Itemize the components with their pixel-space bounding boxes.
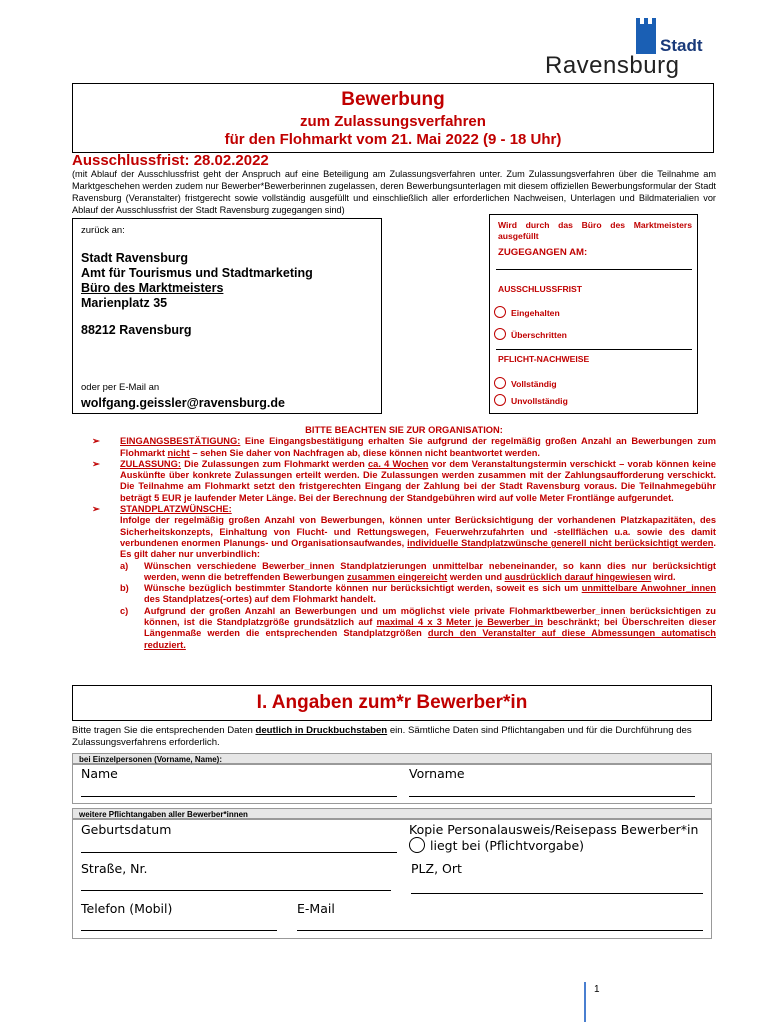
radio-icon <box>409 837 425 853</box>
plz-label: PLZ, Ort <box>411 861 462 876</box>
city-logo-icon <box>636 24 656 54</box>
deadline: Ausschlussfrist: 28.02.2022 <box>72 152 269 169</box>
note-text: ausdrücklich darauf hingewiesen <box>504 571 652 582</box>
individual-bar: bei Einzelpersonen (Vorname, Name): <box>72 753 712 764</box>
return-address-box <box>72 218 382 414</box>
exceeded-option[interactable] <box>494 328 567 341</box>
instr-text: deutlich in Druckbuchstaben <box>255 725 388 736</box>
birthdate-label: Geburtsdatum <box>81 822 172 837</box>
note-text: vor dem Veranstaltungstermin verschickt – vorab können keine Auskünfte über konkrete Zulassungen erteilt werden. Die Zulassungen werden zusammen mit der Zahlungsaufforderung verschickt. Die Teilnahme am Flohmarkt setzt den fristgerechten Eingang der Zahlung bei der Stadt Ravensburg voraus. Die Teilnahmegebühr beträgt 5 EUR je laufender Meter Länge. Bei der Berechnung der Standgebühren wird auf volle Meter Frontlänge aufgerundet. <box>120 458 716 503</box>
note-text: individuelle Standplatzwünsche generell nicht berücksichtigt werden <box>407 537 714 548</box>
note-text: Wünschen verschiedene Bewerber_innen Standplatzierungen unmittelbar nebeneinander, so kann dies nur berücksichtigt werden, wenn die betreffenden Bewerbungen <box>144 560 716 582</box>
id-copy-label: Kopie Personalausweis/Reisepass Bewerber*in <box>409 822 699 837</box>
intro-text: (mit Ablauf der Ausschlussfrist geht der Anspruch auf eine Beteiligung am Zulassungsverfahren unter. Zum Zulassungsverfahren über die Teilnahme am Marktgeschehen werden zudem nur Bewerber*Bewerberinnen zugelassen, deren Bewerbungsunterlagen mit diesem offiziellen Bewerbungsformular der Stadt Ravensburg (Veranstalter) fristgerecht sowie vollständig ausgefüllt und einschließlich aller erforderlichen Nachweisen, Unterlagen und Bildmaterialien vor Ablauf der Ausschlussfrist der Stadt Ravensburg zugegangen sind) <box>72 169 716 215</box>
logo-city: Ravensburg <box>545 52 680 79</box>
address-block <box>81 251 313 311</box>
received-label: ZUGEGANGEN AM: <box>498 247 588 258</box>
section-title: I. Angaben zum*r Bewerber*in <box>72 685 712 721</box>
note-text: Die Zulassungen zum Flohmarkt werden <box>180 458 369 469</box>
instr-text: Bitte tragen Sie die entsprechenden Daten <box>72 725 256 736</box>
kept-option[interactable] <box>494 306 560 319</box>
note-text: zusammen eingereicht <box>347 571 448 582</box>
plz-field[interactable] <box>411 893 703 894</box>
details-grid <box>72 819 712 939</box>
firstname-label: Vorname <box>409 766 465 781</box>
radio-icon <box>494 306 506 318</box>
sub-marker: b) <box>120 583 129 594</box>
note-heading: STANDPLATZWÜNSCHE: <box>120 504 232 515</box>
radio-icon <box>494 328 506 340</box>
street-label: Straße, Nr. <box>81 861 148 876</box>
arrow-bullet-icon: ➢ <box>92 458 100 469</box>
note-text: Infolge der regelmäßig großen Anzahl von Bewerbungen, können unter Berücksichtigung der vorhandenen Platzkapazitäten, des Sicherheitskonzepts, Einhaltung von Flucht- und Rettungswegen, Feuerwehrzufahrten und -stellflächen u.a. sowie des damit verbundenen enormen Planungs- und Organisationsaufwandes, <box>120 515 716 548</box>
page-divider <box>584 982 586 1022</box>
name-field[interactable] <box>81 796 397 797</box>
sub-item <box>120 606 716 651</box>
note-text: – sehen Sie daher von Nachfragen ab, diese können nicht beantwortet werden. <box>189 447 541 458</box>
id-attached-option[interactable] <box>409 837 584 853</box>
incomplete-label: Unvollständig <box>511 396 568 406</box>
note-text: werden und <box>447 571 505 582</box>
sub-item <box>120 583 716 606</box>
note-text: wird. <box>651 571 676 582</box>
email-label-field: E-Mail <box>297 901 335 916</box>
firstname-field[interactable] <box>409 796 695 797</box>
event-line: für den Flohmarkt vom 21. Mai 2022 (9 - 18 Uhr) <box>224 131 562 148</box>
kept-label: Eingehalten <box>511 308 560 318</box>
note-text: Aufgrund der großen Anzahl an Bewerbungen und um möglichst viele private Flohmarktbewerber_innen berücksichtigen zu können, ist die Standplatzgröße grundsätzlich auf <box>144 605 716 628</box>
official-use-box <box>489 214 698 414</box>
address-plz: 88212 Ravensburg <box>81 323 192 337</box>
sub-item <box>120 561 716 584</box>
radio-icon <box>494 377 506 389</box>
note-text: des Standplatzes(-ortes) auf dem Flohmarkt handelt. <box>144 594 376 605</box>
address-line: Marienplatz 35 <box>81 296 168 310</box>
note-heading: EINGANGSBESTÄTIGUNG: <box>120 436 241 447</box>
notes-section <box>92 425 716 651</box>
phone-label: Telefon (Mobil) <box>81 901 173 916</box>
form-subtitle: zum Zulassungsverfahren <box>300 113 486 130</box>
address-line: Büro des Marktmeisters <box>81 281 224 295</box>
arrow-bullet-icon: ➢ <box>92 436 100 447</box>
phone-field[interactable] <box>81 930 277 931</box>
notes-title: BITTE BEACHTEN SIE ZUR ORGANISATION: <box>305 425 503 435</box>
form-title: Bewerbung <box>341 89 445 110</box>
note-item <box>92 504 716 651</box>
deadline-label: AUSSCHLUSSFRIST <box>498 284 583 294</box>
official-note: Wird durch das Büro des Marktmeisters ausgefüllt <box>498 220 692 241</box>
id-attached-label: liegt bei (Pflichtvorgabe) <box>430 838 585 853</box>
email-link[interactable]: wolfgang.geissler@ravensburg.de <box>81 396 285 410</box>
email-label: oder per E-Mail an <box>81 382 160 393</box>
incomplete-option[interactable] <box>494 394 568 407</box>
sub-marker: a) <box>120 560 129 571</box>
complete-label: Vollständig <box>511 379 557 389</box>
street-field[interactable] <box>81 890 391 891</box>
address-line: Stadt Ravensburg <box>81 251 188 265</box>
note-text: maximal 4 x 3 Meter je Bewerber_in <box>376 617 544 628</box>
sub-marker: c) <box>120 605 129 616</box>
birthdate-field[interactable] <box>81 852 397 853</box>
note-text: unmittelbare Anwohner_innen <box>581 583 716 594</box>
page-number: 1 <box>594 984 600 995</box>
note-item <box>92 436 716 459</box>
email-field[interactable] <box>297 930 703 931</box>
return-label: zurück an: <box>81 225 125 236</box>
proofs-label: PFLICHT-NACHWEISE <box>498 354 590 364</box>
header-box <box>72 83 714 153</box>
address-line: Amt für Tourismus und Stadtmarketing <box>81 266 313 280</box>
note-text: Wünsche bezüglich bestimmter Standorte können nur berücksichtigt werden, soweit es sich um <box>144 583 582 594</box>
required-bar: weitere Pflichtangaben aller Bewerber*innen <box>72 808 712 819</box>
section-instructions <box>72 725 716 749</box>
arrow-bullet-icon: ➢ <box>92 504 100 515</box>
note-text: Eine Eingangsbestätigung erhalten Sie aufgrund der regelmäßig großen Anzahl an Bewerbungen zum Flohmarkt <box>120 436 716 458</box>
note-text: . Es gilt daher nur unverbindlich: <box>120 537 716 560</box>
note-text: nicht <box>167 447 190 458</box>
logo-stadt: Stadt <box>660 36 703 55</box>
exceeded-label: Überschritten <box>511 330 567 340</box>
instr-text: ein. Sämtliche Daten sind Pflichtangaben und für die Durchführung des Zulassungsverfahrens erforderlich. <box>72 725 692 748</box>
name-label: Name <box>81 766 118 781</box>
note-text: beschränkt; bei Überschreiten dieser Längenmaße werden die entsprechenden Standplatzgrößen <box>144 617 716 639</box>
note-heading: ZULASSUNG: <box>120 458 181 469</box>
note-text: ca. 4 Wochen <box>368 458 429 469</box>
name-grid <box>72 764 712 804</box>
complete-option[interactable] <box>494 377 557 390</box>
radio-icon <box>494 394 506 406</box>
note-text: durch den Veranstalter auf diese Abmessungen automatisch reduziert. <box>144 628 716 650</box>
note-item <box>92 459 716 504</box>
